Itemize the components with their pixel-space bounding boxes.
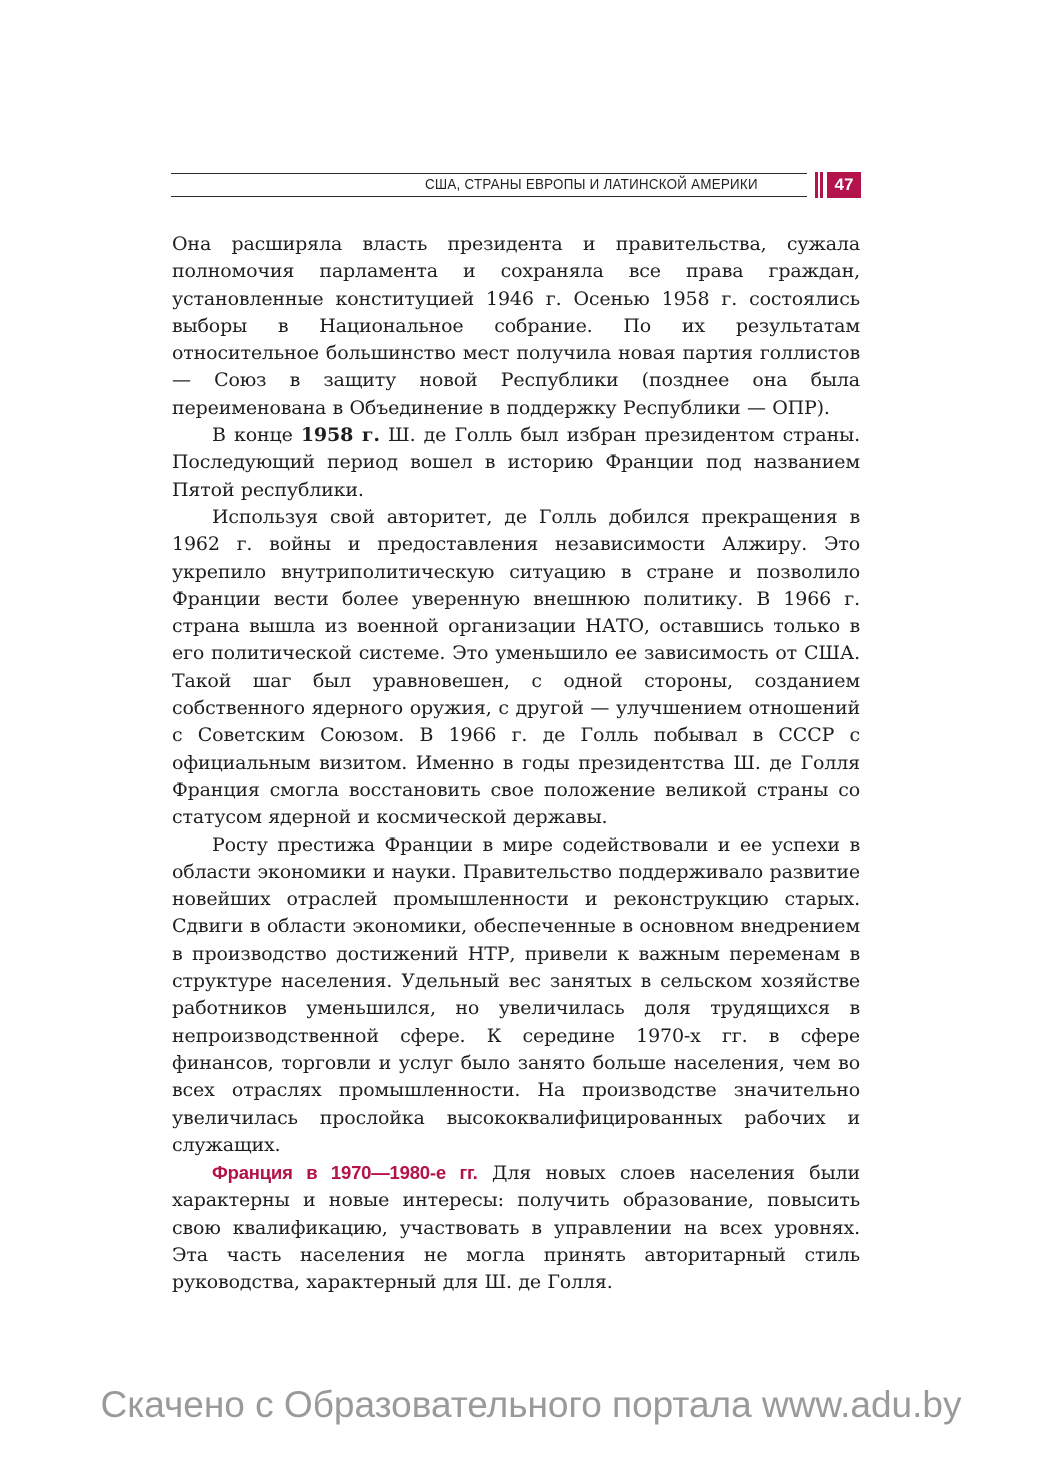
paragraph: Она расширяла власть президента и правительства, сужала полномочия парламента и сохраняла все права граждан, установленные конституцией 1946 г. Осенью 1958 г. состоялись выборы в Национальное собрание. По их результатам относительное большинство мест получила новая партия голлистов — Союз в защиту новой Республики (позднее она была переименована в Объединение в поддержку Республики — ОПР). xyxy=(172,233,860,419)
page-number: 47 xyxy=(827,172,861,198)
paragraph xyxy=(172,422,860,504)
source-watermark: Скачено с Образовательного портала www.adu.by xyxy=(100,1384,962,1425)
header-rule-bottom xyxy=(171,196,807,197)
highlighted-year: 1958 г. xyxy=(300,424,380,447)
header-rule-top xyxy=(171,173,807,174)
paragraph-text: В конце xyxy=(212,424,301,447)
paragraph: Росту престижа Франции в мире содействовали и ее успехи в области экономики и науки. Правительство поддерживало развитие новейших отраслей промышленности и реконструкцию старых. Сдвиги в области экономики, обеспеченные в основном внедрением в производство достижений НТР, привели к важным переменам в структуре населения. Удельный вес занятых в сельском хозяйстве работников уменьшился, но увеличилась доля трудящихся в непроизводственной сфере. К середине 1970-х гг. в сфере финансов, торговли и услуг было занято больше населения, чем во всех отраслях промышленности. На производстве значительно увеличилась прослойка высококвалифицированных рабочих и служащих. xyxy=(172,833,860,1156)
accent-bar xyxy=(820,172,823,198)
section-heading: Франция в 1970—1980-е гг. xyxy=(212,1162,478,1184)
accent-bar xyxy=(815,172,818,198)
page-body xyxy=(172,231,860,1297)
paragraph-text: Ш. де Голль был избран президентом страны. Последующий период вошел в историю Франции под названием Пятой республики. xyxy=(172,424,860,501)
paragraph xyxy=(172,1159,860,1296)
paragraph: Используя свой авторитет, де Голль добился прекращения в 1962 г. войны и предоставления независимости Алжиру. Это укрепило внутриполитическую ситуацию в стране и позволило Франции вести более уверенную внешнюю политику. В 1966 г. страна вышла из военной организации НАТО, оставшись только в его политической системе. Это уменьшило ее зависимость от США. Такой шаг был уравновешен, с одной стороны, созданием собственного ядерного оружия, с другой — улучшением отношений с Советским Союзом. В 1966 г. де Голль побывал в СССР с официальным визитом. Именно в годы президентства Ш. де Голля Франция смогла восстановить свое положение великой страны со статусом ядерной и космической державы. xyxy=(172,505,860,829)
paragraph-text: Для новых слоев населения были характерны и новые интересы: получить образование, повысить свою квалификацию, участвовать в управлении на всех уровнях. Эта часть населения не могла принять авторитарный стиль руководства, характерный для Ш. де Голля. xyxy=(172,1162,860,1294)
running-header xyxy=(171,168,861,204)
chapter-title: США, СТРАНЫ ЕВРОПЫ И ЛАТИНСКОЙ АМЕРИКИ xyxy=(425,177,758,193)
